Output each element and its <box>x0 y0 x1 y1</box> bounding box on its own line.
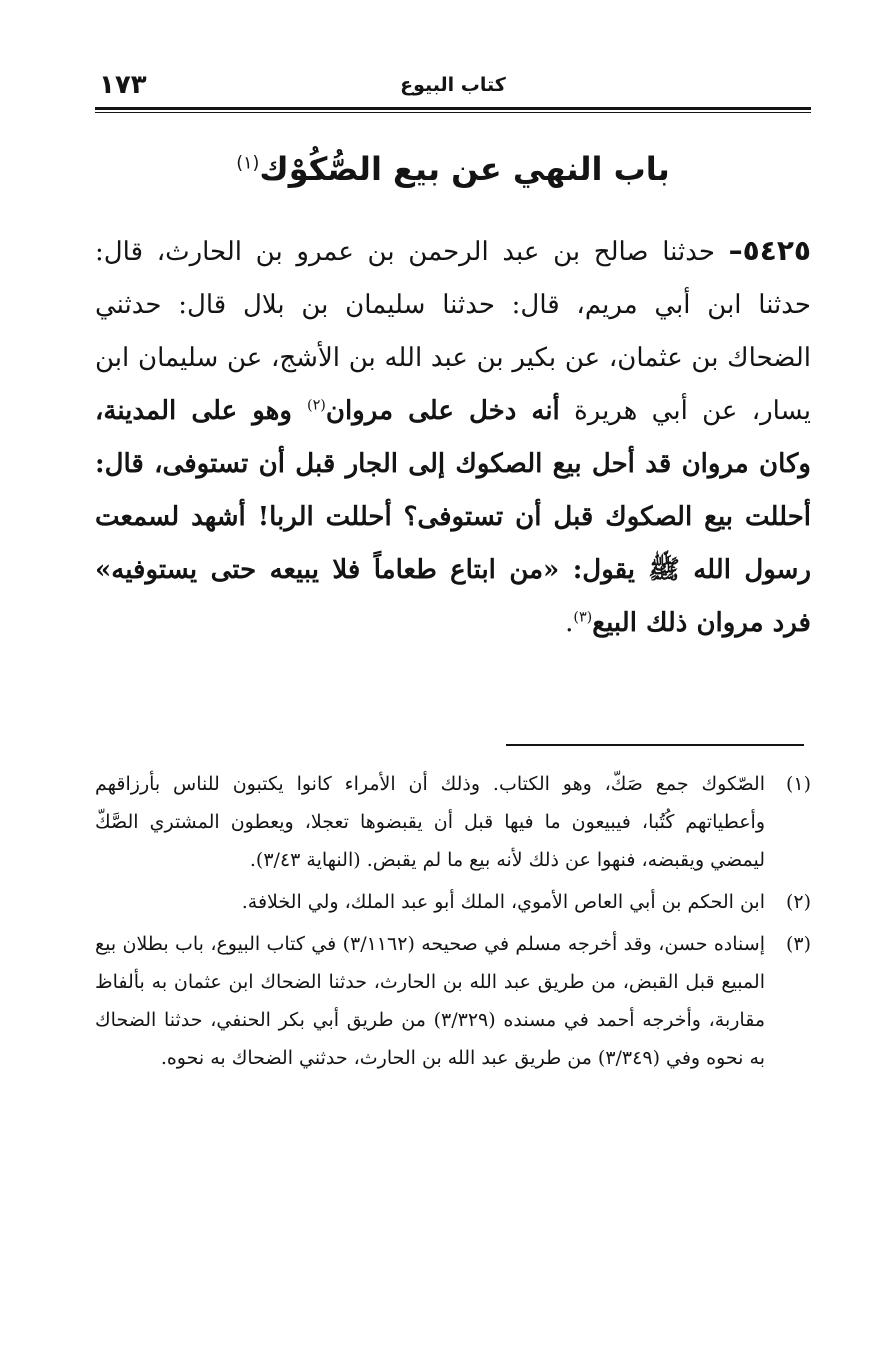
footnote-number: (٢) <box>785 891 811 913</box>
footnote-separator <box>506 744 804 746</box>
header-rule <box>95 107 811 113</box>
matn-text-3: فرد مروان ذلك البيع <box>592 608 811 638</box>
footnote-number: (٣) <box>785 933 811 955</box>
footnote-3 <box>95 925 811 1077</box>
hadith-dash: – <box>728 234 743 267</box>
footnote-2 <box>95 883 811 921</box>
isnad-text: حدثنا صالح بن عبد الرحمن بن عمرو بن الحارث، قال: حدثنا ابن أبي مريم، قال: حدثنا سليمان بن بلال قال: حدثني الضحاك بن عثمان، عن بكير بن عبد الله بن الأشج، عن سليمان ابن يسار، عن أبي هريرة <box>95 237 812 426</box>
page-header <box>95 72 811 108</box>
chapter-title <box>95 150 811 188</box>
hadith-paragraph <box>95 224 811 650</box>
footnote-text: الصّكوك جمع صَكّ، وهو الكتاب. وذلك أن الأمراء كانوا يكتبون للناس بأرزاقهم وأعطياتهم كُتُبا، فيبيعون ما فيها قبل أن يقبضوها تعجلا، ويعطون المشتري الصَّكّ ليمضي ويقبضه، فنهوا عن ذلك لأنه بيع ما لم يقبض. (النهاية ٣/٤٣). <box>95 773 765 871</box>
footnote-ref-1: (١) <box>236 153 260 174</box>
prophetic-quote: «من ابتاع طعاماً فلا يبيعه حتى يستوفيه» <box>95 555 560 585</box>
running-title: كتاب البيوع <box>400 74 506 96</box>
footnote-text: ابن الحكم بن أبي العاص الأموي، الملك أبو عبد الملك، ولي الخلافة. <box>241 891 765 913</box>
hadith-end: . <box>565 608 574 638</box>
page-number: ١٧٣ <box>99 70 147 100</box>
chapter-title-text: باب النهي عن بيع الصُّكُوْك <box>259 150 670 188</box>
matn-text-2: وهو على المدينة، وكان مروان قد أحل بيع الصكوك إلى الجار قبل أن تستوفى، قال: أحللت بيع الصكوك قبل أن تستوفى؟ أحللت الربا! أشهد لسمعت رسول الله ﷺ يقول: <box>95 396 812 585</box>
footnote-ref-3: (٣) <box>573 609 593 626</box>
hadith-number: ٥٤٢٥ <box>742 234 811 267</box>
footnote-number: (١) <box>785 773 811 795</box>
footnote-text: إسناده حسن، وقد أخرجه مسلم في صحيحه (٣/١١٦٢) في كتاب البيوع، باب بطلان بيع المبيع قبل القبض، من طريق عبد الله بن الحارث، حدثنا الضحاك ابن عثمان به بألفاظ مقاربة، وأخرجه أحمد في مسنده (٣/٣٢٩) من طريق أبي بكر الحنفي، حدثنا الضحاك به نحوه وفي (٣/٣٤٩) من طريق عبد الله بن الحارث، حدثني الضحاك به نحوه. <box>95 933 766 1069</box>
footnotes <box>95 765 811 1081</box>
matn-text-1: أنه دخل على مروان <box>325 396 560 426</box>
footnote-ref-2: (٢) <box>307 397 326 414</box>
footnote-1 <box>95 765 811 879</box>
